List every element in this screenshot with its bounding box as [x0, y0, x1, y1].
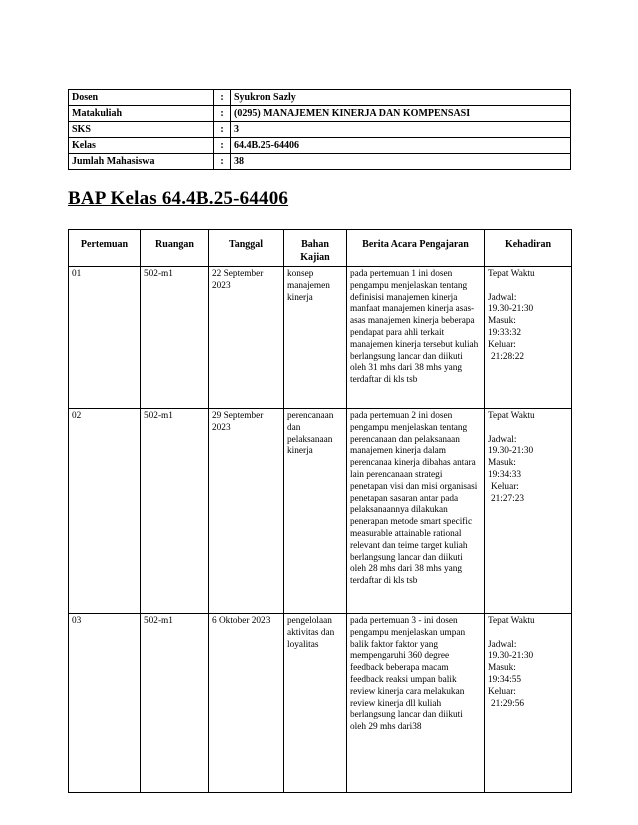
info-label: Matakuliah — [69, 106, 214, 122]
cell-kehadiran — [485, 614, 572, 793]
cell-bahan-kajian: perencanaan dan pelaksanaan kinerja — [284, 409, 347, 614]
table-row — [69, 614, 572, 793]
column-header-ruangan: Ruangan — [141, 230, 209, 267]
info-value: Syukron Sazly — [231, 90, 571, 106]
check-out-value: 21:27:23 — [491, 493, 525, 504]
cell-tanggal: 22 September 2023 — [209, 267, 284, 409]
cell-tanggal: 6 Oktober 2023 — [209, 614, 284, 793]
column-header-tanggal: Tanggal — [209, 230, 284, 267]
cell-pertemuan: 02 — [69, 409, 141, 614]
check-in-label: Masuk: — [488, 663, 516, 674]
check-out-value: 21:29:56 — [491, 698, 525, 709]
table-header-row — [69, 230, 572, 267]
cell-kehadiran — [485, 267, 572, 409]
check-in-label: Masuk: — [488, 458, 516, 469]
cell-berita-acara: pada pertemuan 3 - ini dosen pengampu menjelaskan umpan balik faktor faktor yang mempengaruhi 360 degree feedback beberapa macam feedback reaksi umpan balik review kinerja cara melakukan review kinerja dll kuliah berlangsung lancar dan diikuti oleh 29 mhs dari38 — [347, 614, 485, 793]
info-separator: : — [214, 138, 231, 154]
info-row-sks — [69, 122, 571, 138]
page-title: BAP Kelas 64.4B.25-64406 — [68, 188, 289, 209]
cell-ruangan: 502-m1 — [141, 409, 209, 614]
schedule-label: Jadwal: — [488, 434, 517, 445]
schedule-value: 19.30-21:30 — [488, 304, 534, 315]
info-separator: : — [214, 122, 231, 138]
schedule-label: Jadwal: — [488, 639, 517, 650]
cell-pertemuan: 01 — [69, 267, 141, 409]
check-out-label: Keluar: — [488, 339, 516, 350]
schedule-label: Jadwal: — [488, 292, 517, 303]
column-header-bahan-kajian: Bahan Kajian — [284, 230, 347, 267]
info-label: Dosen — [69, 90, 214, 106]
info-value: 38 — [231, 154, 571, 170]
check-in-value: 19:34:55 — [488, 674, 522, 685]
check-out-label: Keluar: — [491, 481, 519, 492]
cell-bahan-kajian: pengelolaan aktivitas dan loyalitas — [284, 614, 347, 793]
cell-bahan-kajian: konsep manajemen kinerja — [284, 267, 347, 409]
bap-table — [68, 229, 572, 793]
info-separator: : — [214, 154, 231, 170]
cell-ruangan: 502-m1 — [141, 267, 209, 409]
table-row — [69, 267, 572, 409]
check-in-value: 19:33:32 — [488, 327, 522, 338]
check-in-label: Masuk: — [488, 316, 516, 327]
info-row-dosen — [69, 90, 571, 106]
check-out-label: Keluar: — [488, 686, 516, 697]
course-info-table — [68, 89, 571, 170]
column-header-kehadiran: Kehadiran — [485, 230, 572, 267]
info-value: 3 — [231, 122, 571, 138]
cell-berita-acara: pada pertemuan 2 ini dosen pengampu menjelaskan tentang perencanaan dan pelaksanaan manajemen kinerja dalam perencanaa kinerja dibahas antara lain perencanaan strategi penetapan visi dan misi organisasi penetapan sasaran antar pada pelaksanaannya dilakukan penerapan metode smart specific measurable attainable rational relevant dan teime target kuliah berlangsung lancar dan diikuti oleh 28 mhs dari 38 mhs yang terdaftar di kls tsb — [347, 409, 485, 614]
table-row — [69, 409, 572, 614]
check-out-value: 21:28:22 — [491, 351, 525, 362]
cell-ruangan: 502-m1 — [141, 614, 209, 793]
attendance-status: Tepat Waktu — [488, 269, 535, 279]
schedule-value: 19.30-21:30 — [488, 446, 534, 457]
schedule-value: 19.30-21:30 — [488, 651, 534, 662]
column-header-pertemuan: Pertemuan — [69, 230, 141, 267]
attendance-status: Tepat Waktu — [488, 411, 535, 421]
info-row-matakuliah — [69, 106, 571, 122]
info-label: Jumlah Mahasiswa — [69, 154, 214, 170]
info-label: Kelas — [69, 138, 214, 154]
cell-pertemuan: 03 — [69, 614, 141, 793]
info-value: 64.4B.25-64406 — [231, 138, 571, 154]
info-label: SKS — [69, 122, 214, 138]
column-header-berita-acara: Berita Acara Pengajaran — [347, 230, 485, 267]
info-value: (0295) MANAJEMEN KINERJA DAN KOMPENSASI — [231, 106, 571, 122]
info-row-jumlah-mahasiswa — [69, 154, 571, 170]
cell-berita-acara: pada pertemuan 1 ini dosen pengampu menjelaskan tentang definisisi manajemen kinerja manfaat manajemen kinerja asas-asas manajemen kinerja beberapa pendapat para ahli terkait manajemen kinerja tersebut kuliah berlangsung lancar dan diikuti oleh 31 mhs dari 38 mhs yang terdaftar di kls tsb — [347, 267, 485, 409]
info-separator: : — [214, 90, 231, 106]
info-row-kelas — [69, 138, 571, 154]
cell-kehadiran — [485, 409, 572, 614]
attendance-status: Tepat Waktu — [488, 616, 535, 626]
cell-tanggal: 29 September 2023 — [209, 409, 284, 614]
check-in-value: 19:34:33 — [488, 469, 522, 480]
info-separator: : — [214, 106, 231, 122]
